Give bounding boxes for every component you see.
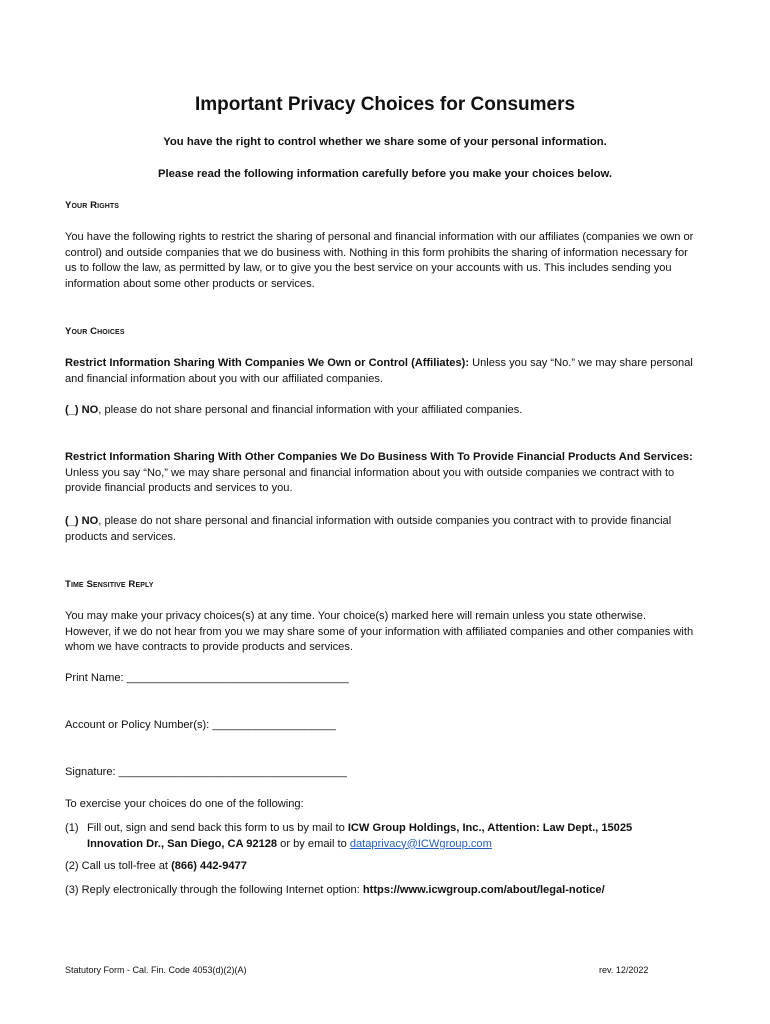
affiliates-paragraph	[65, 356, 695, 387]
item-1-number: (1)	[65, 822, 79, 834]
item-2-number: (2)	[65, 860, 79, 872]
affiliates-title: Restrict Information Sharing With Companies We Own or Control (Affiliates):	[65, 357, 470, 369]
exercise-intro: To exercise your choices do one of the following:	[65, 798, 304, 810]
subtitle-read: Please read the following information carefully before you make your choices below.	[157, 168, 613, 180]
your-choices-heading: Your Choices	[65, 326, 125, 337]
email-link[interactable]: dataprivacy@ICWgroup.com	[349, 837, 492, 850]
subtitle-rights: You have the right to control whether we share some of your personal information.	[163, 136, 607, 148]
account-number-field[interactable]: Account or Policy Number(s): ____________________	[65, 719, 336, 731]
item-1-text: Fill out, sign and send back this form to us by mail to	[87, 822, 348, 834]
affiliates-text: Unless you say “No.” we may share personal and financial information about you with our affiliated companies.	[65, 357, 693, 385]
item-3-text: Reply electronically through the following Internet option:	[81, 884, 363, 896]
exercise-item-3	[65, 884, 605, 896]
mailing-address: ICW Group Holdings, Inc., Attention: Law Dept., 15025 Innovation Dr., San Diego, CA 92128	[87, 822, 633, 850]
affiliates-option-text: , please do not share personal and financial information with your affiliated companies.	[98, 404, 523, 416]
legal-notice-url[interactable]: https://www.icwgroup.com/about/legal-notice/	[362, 884, 605, 896]
outside-no-checkbox[interactable]: (_) NO	[65, 515, 99, 527]
print-name-field[interactable]: Print Name: ____________________________________	[65, 672, 349, 684]
item-2-text: Call us toll-free at	[81, 860, 172, 872]
time-sensitive-heading: Time Sensitive Reply	[65, 579, 154, 590]
outside-text: Unless you say “No,” we may share personal and financial information about you with outside companies we contract with to provide financial products and services to you.	[65, 466, 675, 495]
footer-statutory: Statutory Form - Cal. Fin. Code 4053(d)(2)(A)	[65, 965, 247, 975]
your-rights-heading: Your Rights	[65, 200, 120, 211]
signature-field[interactable]: Signature: _____________________________________	[65, 766, 347, 778]
your-rights-body: You have the following rights to restrict the sharing of personal and financial information with our affiliates (companies we own or control) and outside companies that we do business with. Nothing in this form prohibits the sharing of information necessary for us to follow the law, as permitted by law, or to give you the best service on your accounts with us. This includes sending you information about some other products or services.	[65, 231, 694, 290]
outside-paragraph	[65, 450, 695, 497]
time-sensitive-body: You may make your privacy choices(s) at any time. Your choice(s) marked here will remain unless you state otherwise. However, if we do not hear from you we may share some of your information with affiliated companies and other companies with whom we have contracts to provide products and services.	[65, 610, 694, 654]
item-3-number: (3)	[65, 884, 79, 896]
page-title: Important Privacy Choices for Consumers	[194, 94, 576, 115]
exercise-item-1	[65, 821, 665, 852]
outside-option-text: , please do not share personal and financial information with outside companies you contract with to provide financial products and services.	[65, 515, 672, 543]
affiliates-option	[65, 403, 695, 419]
outside-title: Restrict Information Sharing With Other Companies We Do Business With To Provide Financial Products And Services:	[65, 451, 693, 463]
outside-option	[65, 514, 695, 545]
footer-revision: rev. 12/2022	[599, 965, 649, 975]
phone-number: (866) 442-9477	[171, 860, 247, 872]
item-1-text-2: or by email to	[277, 837, 350, 850]
affiliates-no-checkbox[interactable]: (_) NO	[65, 404, 99, 416]
exercise-item-2	[65, 860, 247, 872]
